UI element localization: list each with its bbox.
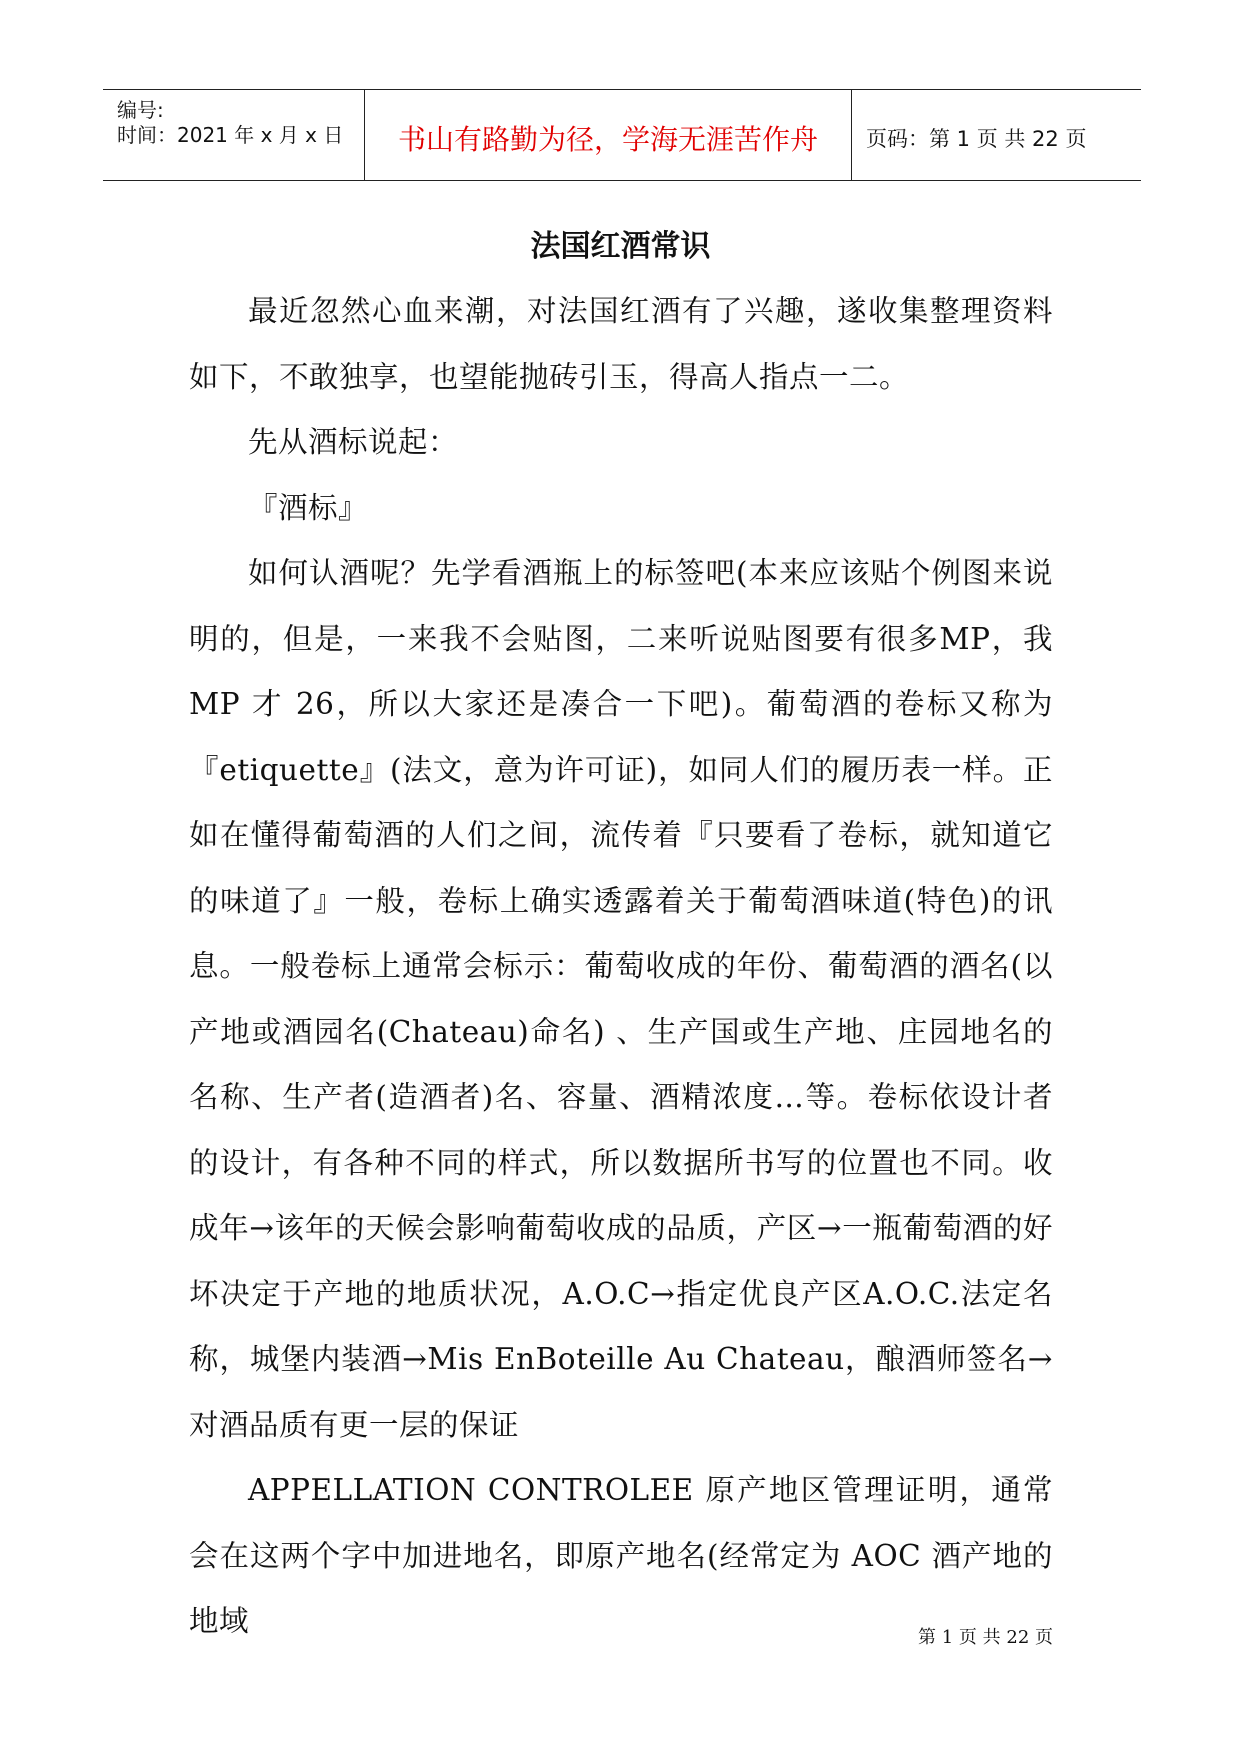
document-title: 法国红酒常识: [530, 229, 711, 264]
header-meta-cell: [103, 90, 365, 180]
paragraph: APPELLATION CONTROLEE 原产地区管理证明，通常会在这两个字中加进地名，即原产地名(经常定为 AOC 酒产地的地域: [189, 1473, 1053, 1638]
header-page-info: 页码：第 1 页 共 22 页: [866, 127, 1087, 151]
page-header: [103, 89, 1141, 181]
paragraph: 先从酒标说起：: [248, 425, 459, 459]
serial-number-label: 编号:: [117, 98, 164, 122]
paragraph: 最近忽然心血来潮，对法国红酒有了兴趣，遂收集整理资料如下，不敢独享，也望能抛砖引玉，得高人指点一二。: [189, 294, 1053, 394]
header-page-cell: [852, 90, 1141, 180]
date-label: 时间：2021 年 x 月 x 日: [117, 123, 344, 147]
document-body: [189, 279, 1053, 1655]
header-motto-cell: [365, 90, 852, 180]
paragraph: 如何认酒呢？先学看酒瓶上的标签吧(本来应该贴个例图来说明的，但是，一来我不会贴图，二来听说贴图要有很多MP，我 MP 才 26，所以大家还是凑合一下吧)。葡萄酒的卷标又称为『etiquette』(法文，意为许可证)，如同人们的履历表一样。正如在懂得葡萄酒的人们之间，流传着『只要看了卷标，就知道它的味道了』一般，卷标上确实透露着关于葡萄酒味道(特色)的讯息。一般卷标上通常会标示：葡萄收成的年份、葡萄酒的酒名(以产地或酒园名(Chateau)命名) 、生产国或生产地、庄园地名的名称、生产者(造酒者)名、容量、酒精浓度…等。卷标依设计者的设计，有各种不同的样式，所以数据所书写的位置也不同。收成年→该年的天候会影响葡萄收成的品质，产区→一瓶葡萄酒的好坏决定于产地的地质状况，A.O.C→指定优良产区A.O.C.法定名称，城堡内装酒→Mis EnBoteille Au Chateau，酿酒师签名→对酒品质有更一层的保证: [189, 556, 1053, 1442]
motto-text: 书山有路勤为径，学海无涯苦作舟: [397, 123, 818, 156]
page-footer: 第 1 页 共 22 页: [918, 1627, 1053, 1648]
section-heading: 『酒标』: [248, 490, 369, 525]
